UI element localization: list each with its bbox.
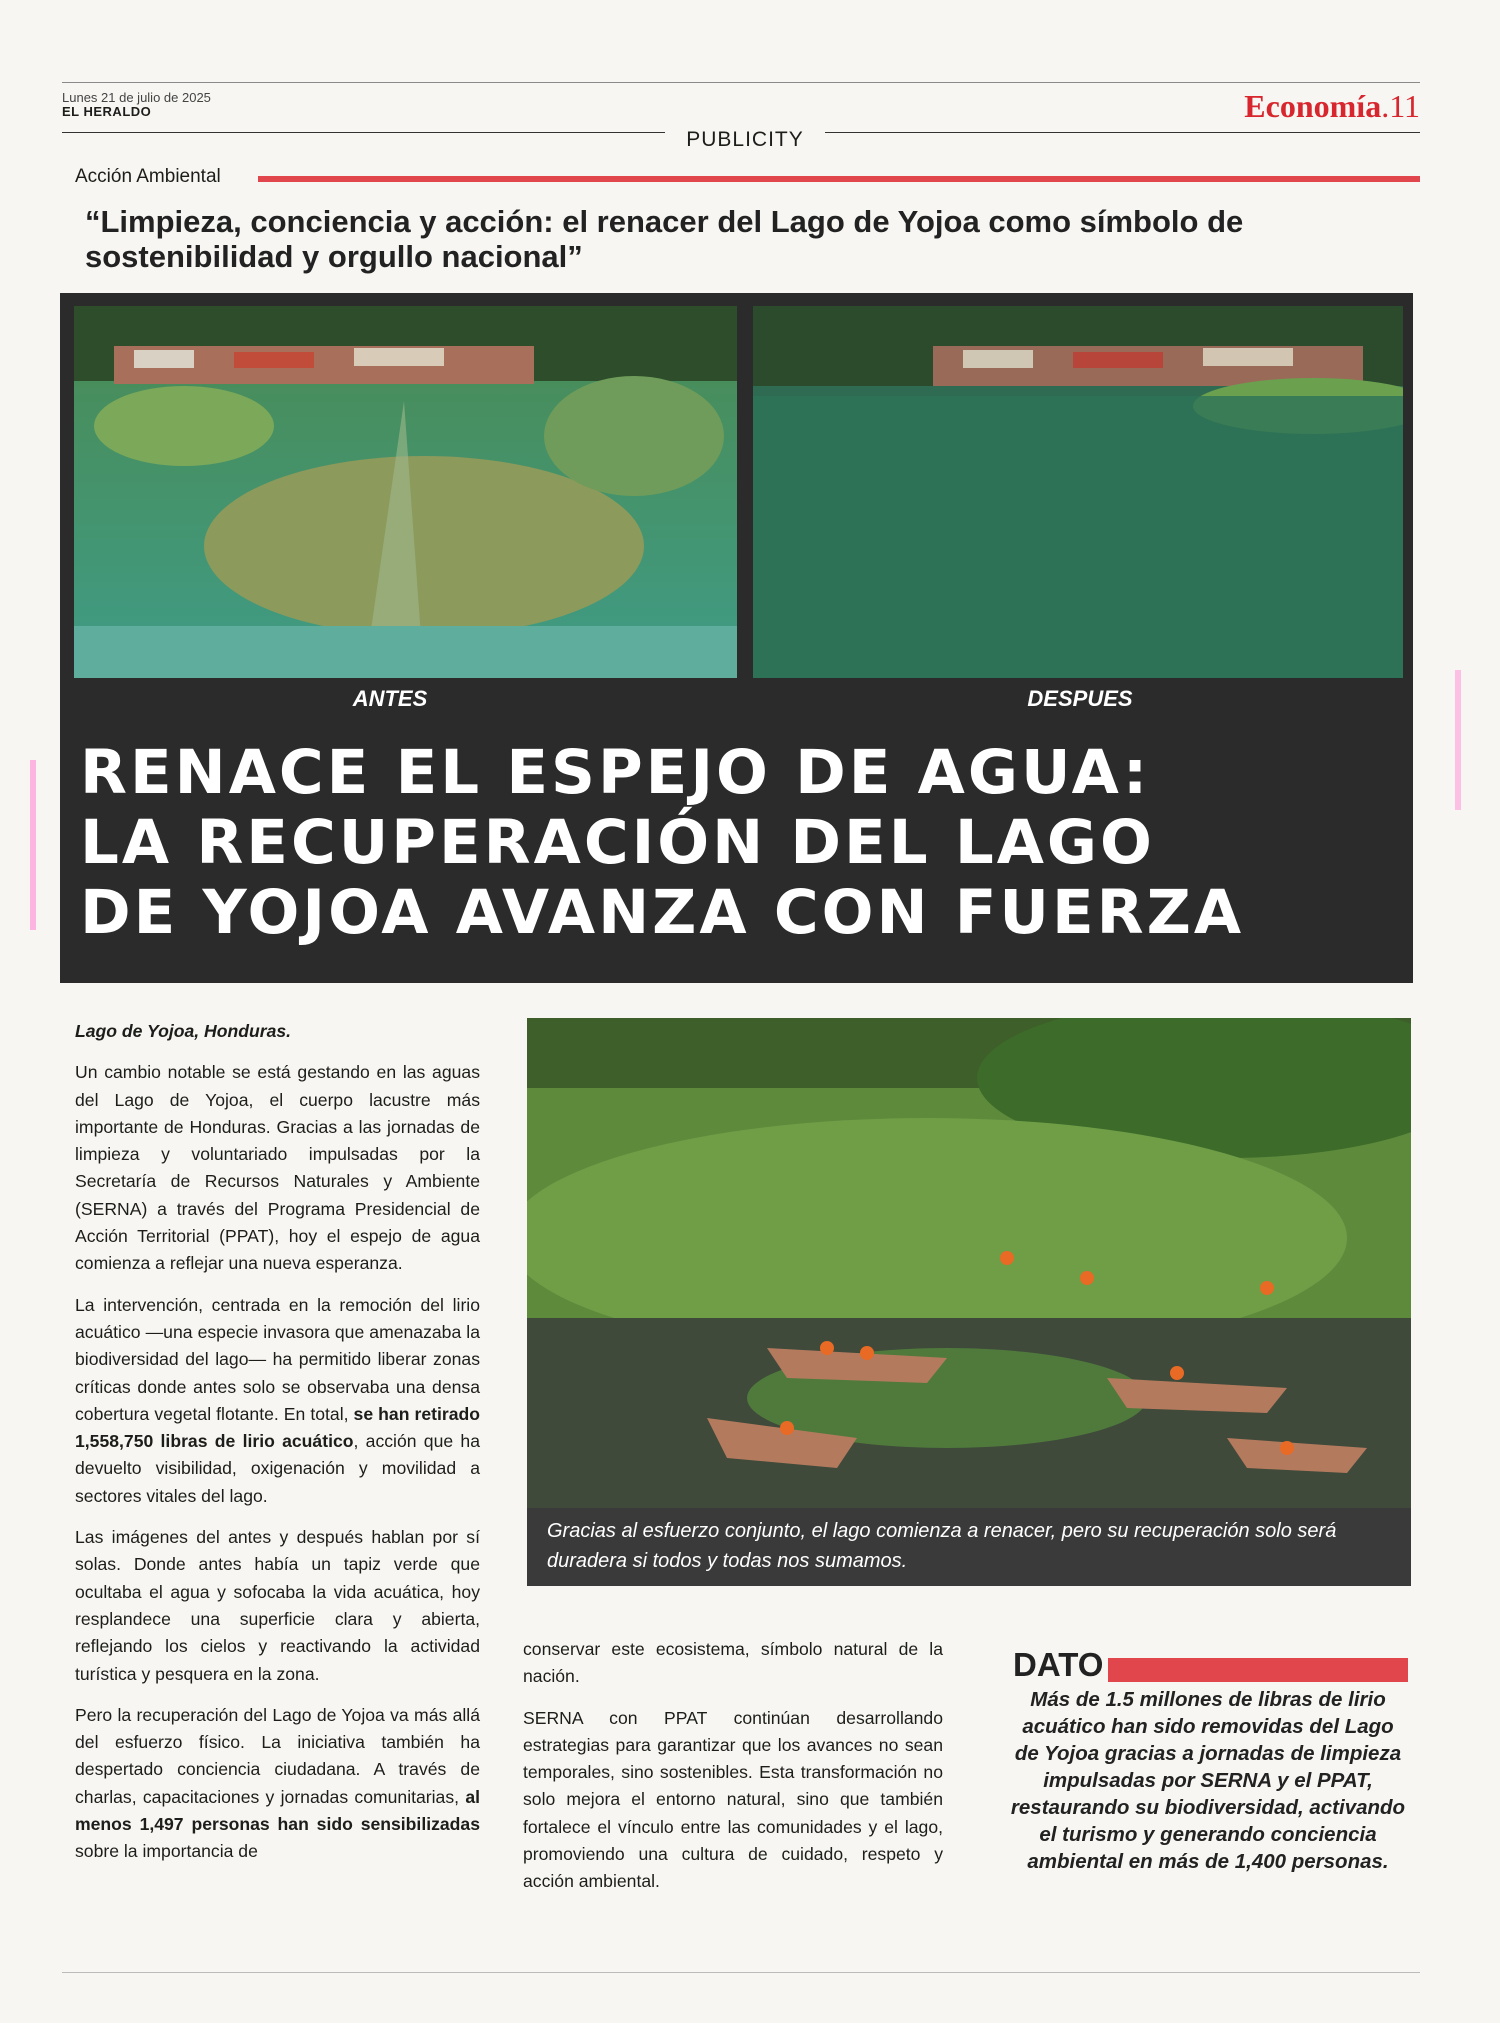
cleanup-photo	[527, 1018, 1411, 1508]
highlight-text: al menos 1,497 personas han sido sensibilizadas	[75, 1786, 480, 1835]
issue-date: Lunes 21 de julio de 2025	[62, 90, 211, 105]
dato-accent-bar	[1108, 1658, 1408, 1682]
text-run: , acción que ha devuelto visibilidad, oxigenación y movilidad a sectores vitales del lago.	[75, 1431, 480, 1506]
headline-line-2: LA RECUPERACIÓN DEL LAGO	[80, 807, 1155, 878]
kicker: Acción Ambiental	[75, 166, 221, 187]
before-photo	[74, 306, 737, 678]
headline-line-1: RENACE EL ESPEJO DE AGUA:	[80, 737, 1151, 808]
dato-title: DATO	[1013, 1646, 1104, 1683]
section-name: Economía	[1244, 88, 1382, 124]
kicker-accent-bar	[258, 176, 1420, 182]
headline-line-3: DE YOJOA AVANZA CON FUERZA	[80, 877, 1245, 948]
paragraph: Un cambio notable se está gestando en las aguas del Lago de Yojoa, el cuerpo lacustre más importante de Honduras. Gracias a las jornadas de limpieza y voluntariado impulsadas por la Secretaría de Recursos Naturales y Ambiente (SERNA) a través del Programa Presidencial de Acción Territorial (PPAT), hoy el espejo de agua comienza a reflejar una nueva esperanza.	[75, 1062, 480, 1274]
newspaper-name: EL HERALDO	[62, 104, 152, 119]
paragraph: SERNA con PPAT continúan desarrollando estrategias para garantizar que los avances no sean temporales, sino sostenibles. Esta transformación no solo mejora el entorno natural, sino que también fortalece el vínculo entre las comunidades y el lago, promoviendo una cultura de cuidado, respeto y acción ambiental.	[523, 1707, 943, 1892]
paragraph	[75, 1702, 480, 1866]
after-photo	[753, 306, 1403, 678]
photo-caption: Gracias al esfuerzo conjunto, el lago comienza a renacer, pero su recuperación solo será duradera si todos y todas nos sumamos.	[527, 1508, 1411, 1586]
text-run: La intervención, centrada en la remoción del lirio acuático —una especie invasora que amenazaba la biodiversidad del lago— ha permitido liberar zonas críticas donde antes solo se observaba una densa cobertura vegetal flotante. En total,	[75, 1294, 480, 1424]
bottom-rule	[62, 1972, 1420, 1973]
publicity-label: PUBLICITY	[665, 128, 825, 152]
paragraph: conservar este ecosistema, símbolo natural de la nación.	[523, 1639, 943, 1687]
top-rule	[62, 82, 1420, 83]
section-header	[1244, 88, 1420, 125]
dateline: Lago de Yojoa, Honduras.	[75, 1021, 292, 1041]
highlighter-mark	[30, 760, 36, 930]
article-column-left	[75, 1018, 480, 1880]
text-run: sobre la importancia de	[75, 1841, 258, 1862]
highlight-text: se han retirado 1,558,750 libras de lirio acuático	[75, 1403, 480, 1452]
before-label: ANTES	[352, 686, 428, 711]
paragraph	[75, 1292, 480, 1510]
article-column-middle	[523, 1636, 943, 1910]
page-number: .11	[1381, 88, 1420, 124]
headline	[80, 738, 1400, 948]
pull-quote: “Limpieza, conciencia y acción: el renacer del Lago de Yojoa como símbolo de sostenibilidad y orgullo nacional”	[85, 204, 1244, 274]
highlighter-mark	[1455, 670, 1461, 810]
dato-text: Más de 1.5 millones de libras de lirio acuático han sido removidas del Lago de Yojoa gracias a jornadas de limpieza impulsadas por SERNA y el PPAT, restaurando su biodiversidad, activando el turismo y generando conciencia ambiental en más de 1,400 personas.	[1010, 1688, 1406, 1873]
text-run: Pero la recuperación del Lago de Yojoa va más allá del esfuerzo físico. La iniciativa también ha despertado conciencia ciudadana. A través de charlas, capacitaciones y jornadas comunitarias,	[75, 1704, 480, 1807]
after-label: DESPUES	[1027, 686, 1133, 711]
paragraph: Las imágenes del antes y después hablan por sí solas. Donde antes había un tapiz verde que ocultaba el agua y sofocaba la vida acuática, hoy resplandece una superficie clara y abierta, reflejando los cielos y reactivando la actividad turística y pesquera en la zona.	[75, 1527, 480, 1684]
